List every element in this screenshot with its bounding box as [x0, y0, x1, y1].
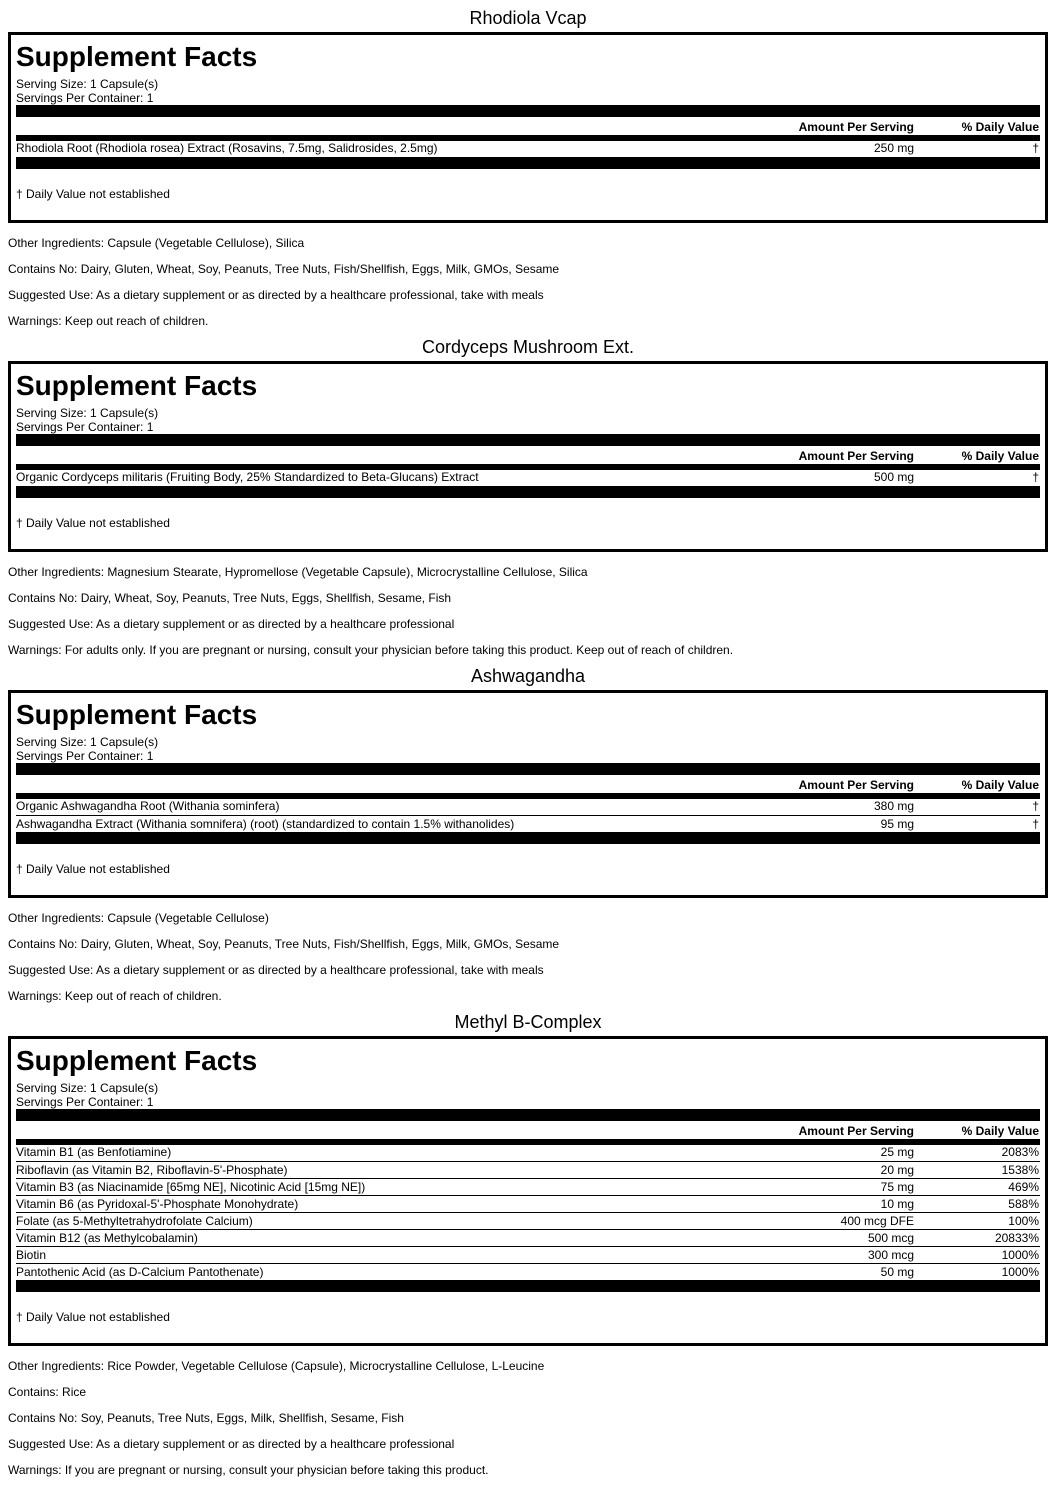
daily-value-footnote: † Daily Value not established [16, 1310, 170, 1324]
amount-per-serving-header: Amount Per Serving [798, 778, 914, 792]
amount-per-serving-header: Amount Per Serving [798, 120, 914, 134]
ingredient-daily-value: † [1032, 817, 1039, 831]
servings-per-container: Servings Per Container: 1 [16, 749, 154, 763]
ingredient-name: Vitamin B6 (as Pyridoxal-5'-Phosphate Monohydrate) [16, 1197, 299, 1211]
thick-divider [16, 832, 1040, 844]
ingredient-row [16, 140, 1040, 156]
ingredient-row [16, 798, 1040, 814]
ingredient-row [16, 1144, 1040, 1160]
ingredient-amount: 500 mcg [867, 1231, 914, 1245]
daily-value-header: % Daily Value [961, 778, 1039, 792]
facts-panel-body [16, 364, 1040, 549]
facts-heading: Supplement Facts [16, 699, 258, 730]
suggested-use: Suggested Use: As a dietary supplement or as directed by a healthcare professional [8, 617, 455, 631]
ingredient-row [16, 1195, 1040, 1211]
servings-per-container: Servings Per Container: 1 [16, 1095, 154, 1109]
ingredient-amount: 25 mg [880, 1145, 914, 1159]
product-title: Methyl B-Complex [454, 1012, 602, 1032]
warnings: Warnings: For adults only. If you are pregnant or nursing, consult your physician before taking this product. Keep out of reach of children. [8, 643, 734, 657]
ingredient-daily-value: 1000% [1001, 1248, 1039, 1262]
column-header [16, 778, 1040, 792]
ingredient-daily-value: 588% [1008, 1197, 1039, 1211]
ingredient-amount: 300 mcg [867, 1248, 914, 1262]
ingredient-daily-value: † [1032, 470, 1039, 484]
ingredient-row [16, 815, 1040, 831]
ingredient-daily-value: 20833% [994, 1231, 1039, 1245]
thick-divider [16, 763, 1040, 775]
servings-per-container: Servings Per Container: 1 [16, 420, 154, 434]
ingredient-amount: 250 mg [873, 141, 914, 155]
serving-size: Serving Size: 1 Capsule(s) [16, 406, 159, 420]
ingredient-row [16, 469, 1040, 485]
ingredient-daily-value: 1538% [1001, 1163, 1039, 1177]
ingredient-row [16, 1212, 1040, 1228]
ingredient-row [16, 1161, 1040, 1177]
ingredient-name: Ashwagandha Extract (Withania somnifera) (root) (standardized to contain 1.5% withanolides) [16, 817, 515, 831]
suggested-use: Suggested Use: As a dietary supplement or as directed by a healthcare professional, take with meals [8, 288, 544, 302]
contains-no: Contains No: Soy, Peanuts, Tree Nuts, Eggs, Milk, Shellfish, Sesame, Fish [8, 1411, 404, 1425]
thick-divider [16, 486, 1040, 498]
facts-panel-body [16, 1039, 1040, 1343]
ingredient-name: Vitamin B3 (as Niacinamide [65mg NE], Nicotinic Acid [15mg NE]) [16, 1180, 366, 1194]
ingredient-name: Organic Ashwagandha Root (Withania sominfera) [16, 799, 280, 813]
supplement-facts-panel [8, 32, 1048, 223]
contains: Contains: Rice [8, 1385, 87, 1399]
facts-panel-body [16, 35, 1040, 220]
serving-size: Serving Size: 1 Capsule(s) [16, 77, 159, 91]
thick-divider [16, 105, 1040, 117]
daily-value-header: % Daily Value [961, 1124, 1039, 1138]
daily-value-footnote: † Daily Value not established [16, 516, 170, 530]
other-ingredients: Other Ingredients: Capsule (Vegetable Cellulose) [8, 911, 269, 925]
ingredient-name: Pantothenic Acid (as D-Calcium Pantothenate) [16, 1265, 264, 1279]
ingredient-row [16, 1229, 1040, 1245]
thick-divider [16, 1280, 1040, 1292]
ingredient-name: Organic Cordyceps militaris (Fruiting Body, 25% Standardized to Beta-Glucans) Extract [16, 470, 479, 484]
warnings: Warnings: If you are pregnant or nursing, consult your physician before taking this product. [8, 1463, 489, 1477]
facts-panel-body [16, 693, 1040, 895]
ingredient-row [16, 1263, 1040, 1279]
other-ingredients: Other Ingredients: Magnesium Stearate, Hypromellose (Vegetable Capsule), Microcrystalline Cellulose, Silica [8, 565, 588, 579]
ingredient-daily-value: 2083% [1001, 1145, 1039, 1159]
ingredient-daily-value: † [1032, 141, 1039, 155]
ingredient-amount: 50 mg [880, 1265, 914, 1279]
daily-value-footnote: † Daily Value not established [16, 187, 170, 201]
ingredient-amount: 400 mcg DFE [840, 1214, 914, 1228]
warnings: Warnings: Keep out reach of children. [8, 314, 209, 328]
ingredient-amount: 10 mg [880, 1197, 914, 1211]
column-header [16, 120, 1040, 134]
warnings: Warnings: Keep out of reach of children. [8, 989, 222, 1003]
supplement-facts-panel [8, 361, 1048, 552]
thick-divider [16, 157, 1040, 169]
servings-per-container: Servings Per Container: 1 [16, 91, 154, 105]
ingredient-amount: 95 mg [880, 817, 914, 831]
ingredient-amount: 380 mg [873, 799, 914, 813]
ingredient-daily-value: † [1032, 799, 1039, 813]
daily-value-header: % Daily Value [961, 449, 1039, 463]
suggested-use: Suggested Use: As a dietary supplement or as directed by a healthcare professional, take with meals [8, 963, 544, 977]
product-title: Rhodiola Vcap [469, 8, 587, 28]
ingredient-daily-value: 469% [1008, 1180, 1039, 1194]
daily-value-footnote: † Daily Value not established [16, 862, 170, 876]
ingredient-name: Biotin [16, 1248, 47, 1262]
ingredient-row [16, 1178, 1040, 1194]
contains-no: Contains No: Dairy, Gluten, Wheat, Soy, Peanuts, Tree Nuts, Fish/Shellfish, Eggs, Milk, GMOs, Sesame [8, 262, 560, 276]
ingredient-daily-value: 100% [1008, 1214, 1039, 1228]
daily-value-header: % Daily Value [961, 120, 1039, 134]
facts-heading: Supplement Facts [16, 41, 258, 72]
amount-per-serving-header: Amount Per Serving [798, 449, 914, 463]
facts-heading: Supplement Facts [16, 1045, 258, 1076]
facts-heading: Supplement Facts [16, 370, 258, 401]
serving-size: Serving Size: 1 Capsule(s) [16, 1081, 159, 1095]
product-title: Ashwagandha [470, 666, 586, 686]
thick-divider [16, 1109, 1040, 1121]
other-ingredients: Other Ingredients: Capsule (Vegetable Cellulose), Silica [8, 236, 305, 250]
supplement-facts-panel [8, 1036, 1048, 1346]
ingredient-name: Riboflavin (as Vitamin B2, Riboflavin-5'-Phosphate) [16, 1163, 288, 1177]
product-title: Cordyceps Mushroom Ext. [421, 337, 635, 357]
amount-per-serving-header: Amount Per Serving [798, 1124, 914, 1138]
column-header [16, 1124, 1040, 1138]
serving-size: Serving Size: 1 Capsule(s) [16, 735, 159, 749]
ingredient-name: Rhodiola Root (Rhodiola rosea) Extract (Rosavins, 7.5mg, Salidrosides, 2.5mg) [16, 141, 438, 155]
ingredient-amount: 500 mg [873, 470, 914, 484]
supplement-facts-panel [8, 690, 1048, 898]
ingredient-row [16, 1246, 1040, 1262]
contains-no: Contains No: Dairy, Wheat, Soy, Peanuts, Tree Nuts, Eggs, Shellfish, Sesame, Fish [8, 591, 452, 605]
ingredient-name: Folate (as 5-Methyltetrahydrofolate Calcium) [16, 1214, 253, 1228]
ingredient-amount: 20 mg [880, 1163, 914, 1177]
column-header [16, 449, 1040, 463]
suggested-use: Suggested Use: As a dietary supplement or as directed by a healthcare professional [8, 1437, 455, 1451]
ingredient-amount: 75 mg [880, 1180, 914, 1194]
ingredient-name: Vitamin B1 (as Benfotiamine) [16, 1145, 172, 1159]
other-ingredients: Other Ingredients: Rice Powder, Vegetable Cellulose (Capsule), Microcrystalline Cellulose, L-Leucine [8, 1359, 545, 1373]
contains-no: Contains No: Dairy, Gluten, Wheat, Soy, Peanuts, Tree Nuts, Fish/Shellfish, Eggs, Milk, GMOs, Sesame [8, 937, 560, 951]
ingredient-daily-value: 1000% [1001, 1265, 1039, 1279]
ingredient-name: Vitamin B12 (as Methylcobalamin) [16, 1231, 198, 1245]
thick-divider [16, 434, 1040, 446]
